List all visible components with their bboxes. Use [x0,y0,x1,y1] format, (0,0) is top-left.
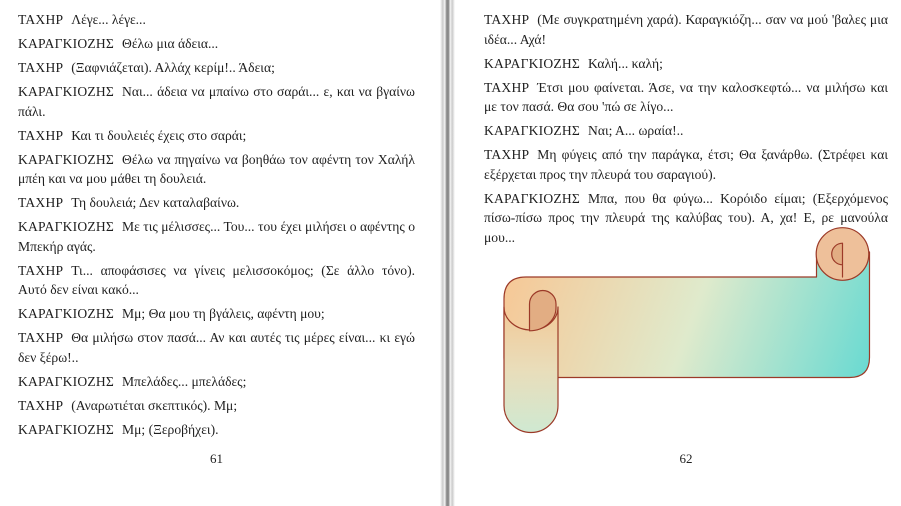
dialogue-text: Μη φύγεις από την παράγκα, έτσι; Θα ξανάρθω. (Στρέφει και εξέρχεται προς την πλευρά του σαραγιού). [484,147,888,182]
speaker-name: ΤΑΧΗΡ [484,12,530,27]
speaker-name: ΤΑΧΗΡ [18,262,64,278]
dialogue-text: Ναι; Α... ωραία!.. [588,123,684,138]
dialogue-line [18,217,415,256]
dialogue-text: Μμ; (Ξεροβήχει). [122,421,219,437]
speaker-name: ΚΑΡΑΓΚΙΟΖΗΣ [18,36,115,51]
dialogue-line [18,126,415,146]
scroll-left-roll-curl [530,291,557,331]
dialogue-line [18,420,415,440]
speaker-name: ΤΑΧΗΡ [484,79,530,95]
speaker-name: ΚΑΡΑΓΚΙΟΖΗΣ [18,219,115,234]
dialogue-text: Με τις μέλισσες... Του... του έχει μιλήσει ο αφέντης ο Μπεκήρ αγάς. [18,219,415,254]
dialogue-text: Τι... αποφάσισες να γίνεις μελισσοκόμος; (Σε άλλο τόνο). Αυτό δεν είναι κακό... [18,262,415,297]
page-number-left: 61 [210,451,223,466]
speaker-name: ΚΑΡΑΓΚΙΟΖΗΣ [484,55,581,71]
speaker-name: ΚΑΡΑΓΚΙΟΖΗΣ [18,84,115,99]
dialogue-text: Και τι δουλειές έχεις στο σαράι; [71,127,247,143]
dialogue-line [484,10,888,49]
dialogue-text: Μμ; Θα μου τη βγάλεις, αφέντη μου; [122,306,325,321]
dialogue-line [18,328,415,367]
dialogue-line [484,121,888,141]
speaker-name: ΚΑΡΑΓΚΙΟΖΗΣ [484,190,581,206]
dialogue-text: Έτσι μου φαίνεται. Άσε, να την καλοσκεφτώ... να μιλήσω και με τον πασά. Θα σου 'πώ σε λίγο... [484,79,888,114]
dialogue-line [18,10,415,30]
dialogue-line [18,82,415,121]
dialogue-text: Θέλω μια άδεια... [122,36,219,51]
dialogue-text: Μπα, που θα φύγω... Κορόιδο είμαι; (Εξερχόμενος πίσω-πίσω προς την πλευρά της καλύβας του). Α, χα! Ε, ρε μανούλα μου... [484,190,888,245]
dialogue-line [18,58,415,78]
dialogue-line [484,189,888,248]
dialogue-text: (Ξαφνιάζεται). Αλλάχ κερίμ!.. Άδεια; [71,60,275,75]
speaker-name: ΚΑΡΑΓΚΙΟΖΗΣ [18,373,115,389]
speaker-name: ΤΑΧΗΡ [18,60,64,75]
dialogue-line [18,372,415,392]
dialogue-line [18,193,415,213]
speaker-name: ΚΑΡΑΓΚΙΟΖΗΣ [18,306,115,321]
dialogue-line [484,78,888,117]
page-61 [18,10,415,466]
dialogue-text: Μπελάδες... μπελάδες; [122,373,247,389]
dialogue-line [18,261,415,300]
dialogue-line [18,34,415,54]
dialogue-text: Θέλω να πηγαίνω να βοηθάω τον αφέντη τον Χαλήλ μπέη και να μου μάθει τη δουλειά. [18,151,415,186]
dialogue-line [18,304,415,324]
dialogue-line [484,145,888,184]
speaker-name: ΚΑΡΑΓΚΙΟΖΗΣ [18,421,115,437]
dialogue-text: Ναι... άδεια να μπαίνω στο σαράι... ε, και να βγαίνω πάλι. [18,84,415,119]
dialogue-line [484,54,888,74]
dialogue-text: (Αναρωτιέται σκεπτικός). Μμ; [71,397,238,413]
speaker-name: ΤΑΧΗΡ [18,12,64,27]
scroll-left-roll [504,307,558,433]
speaker-name: ΚΑΡΑΓΚΙΟΖΗΣ [18,151,115,167]
dialogue-text: (Με συγκρατημένη χαρά). Καραγκιόζη... σαν να μού 'βαλες μια ιδέα... Αχά! [484,12,888,47]
speaker-name: ΤΑΧΗΡ [484,147,530,162]
speaker-name: ΤΑΧΗΡ [18,330,64,345]
page-62 [484,10,888,466]
dialogue-text: Τη δουλειά; Δεν καταλαβαίνω. [71,195,240,210]
speaker-name: ΤΑΧΗΡ [18,127,64,143]
dialogue-text: Λέγε... λέγε... [71,12,146,27]
speaker-name: ΤΑΧΗΡ [18,195,64,210]
speaker-name: ΚΑΡΑΓΚΙΟΖΗΣ [484,123,581,138]
dialogue-text: Θα μιλήσω στον πασά... Αν και αυτές τις μέρες είναι... κι εγώ δεν ξέρω!.. [18,330,415,365]
dialogue-text: Καλή... καλή; [588,55,663,71]
dialogue-line [18,150,415,189]
book-gutter-divider [440,0,455,506]
speaker-name: ΤΑΧΗΡ [18,397,64,413]
page-number-right: 62 [679,451,693,466]
scroll-band [504,252,870,378]
dialogue-line [18,396,415,416]
